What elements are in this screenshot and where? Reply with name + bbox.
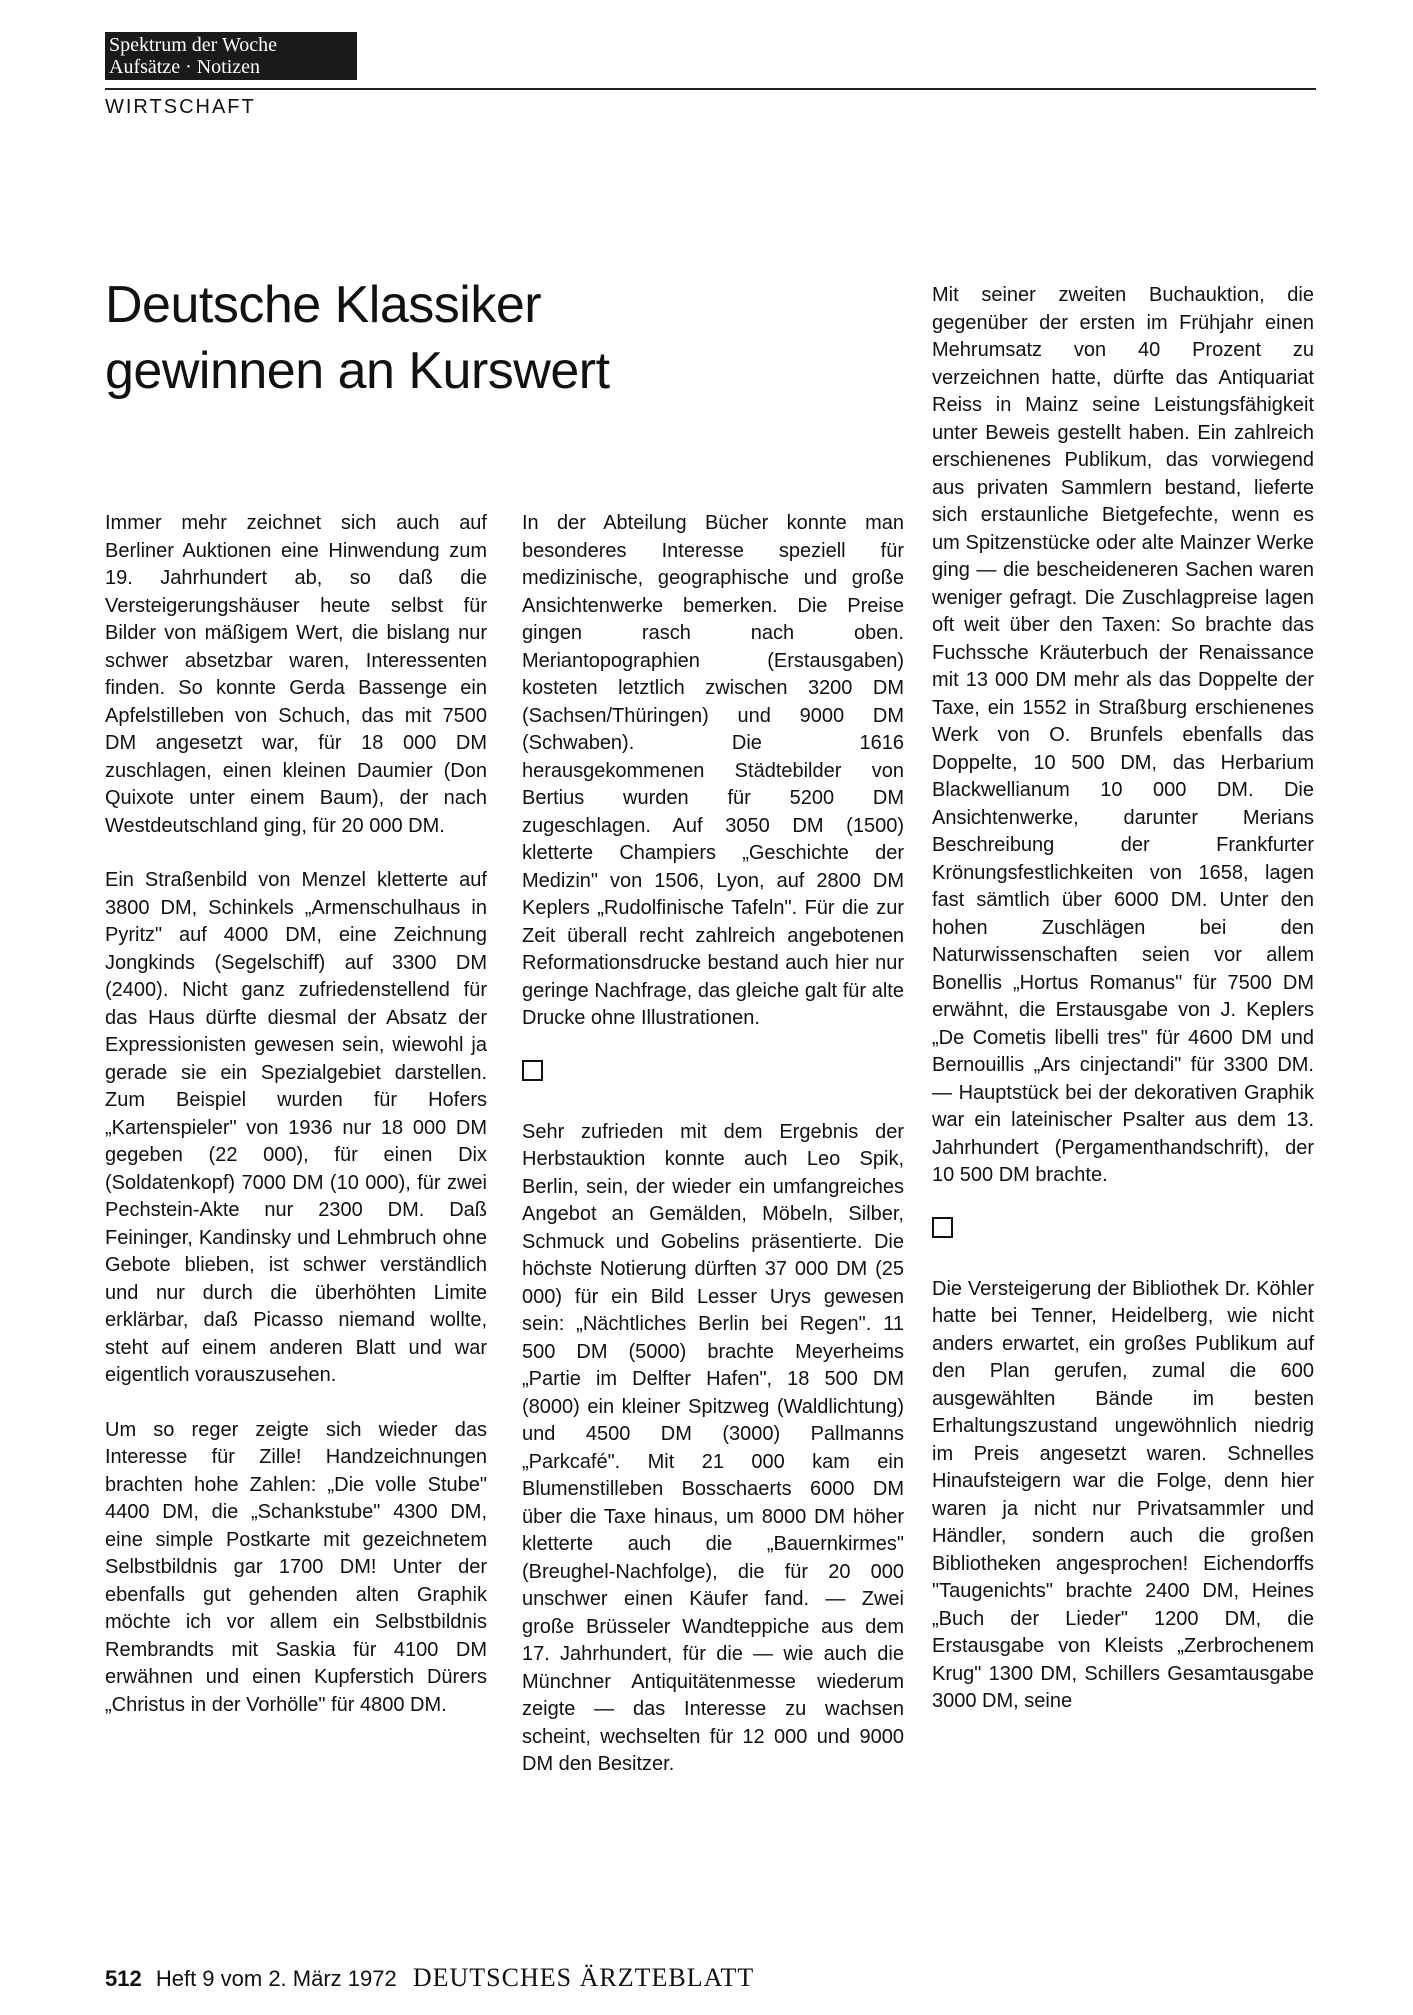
- article-title: [105, 272, 705, 404]
- paragraph: Ein Straßenbild von Menzel kletterte auf 3800 DM, Schinkels „Armenschulhaus in Pyritz" auf 4000 DM, eine Zeichnung Jongkinds (Segelschiff) auf 3300 DM (2400). Nicht ganz zufriedenstellend für das Haus dürfte diesmal der Absatz der Expressionisten gewesen sein, wiewohl ja gerade sie ein Spezialgebiet darstellen. Zum Beispiel wurden für Hofers „Kartenspieler" von 1936 nur 18 000 DM gegeben (22 000), für einen Dix (Soldatenkopf) 7000 DM (10 000), für zwei Pechstein-Akte nur 2300 DM. Daß Feininger, Kandinsky und Lehmbruch ohne Gebote blieben, ist schwer verständlich und nur durch die überhöhten Limite erklärbar, daß Picasso niemand wollte, steht auf einem anderen Blatt und war eigentlich vorauszusehen.: [105, 869, 487, 1386]
- column-3: [932, 282, 1314, 1743]
- page-number: 512: [105, 1966, 142, 1991]
- magazine-name: DEUTSCHES ÄRZTEBLATT: [412, 1963, 755, 1992]
- title-line-2: gewinnen an Kurswert: [105, 342, 610, 400]
- paragraph: Die Versteigerung der Bibliothek Dr. Köhler hatte bei Tenner, Heidelberg, wie nicht anders erwartet, ein großes Publikum auf den Plan gerufen, zumal die 600 ausgewählten Bände im besten Erhaltungszustand ungewöhnlich niedrig im Preis angesetzt waren. Schnelles Hinaufsteigern war die Folge, denn hier waren ja nicht nur Privatsammler und Händler, sondern auch die großen Bibliotheken angesprochen! Eichendorffs "Taugenichts" brachte 2400 DM, Heines „Buch der Lieder" 1200 DM, die Erstausgabe von Kleists „Zerbrochenem Krug" 1300 DM, Schillers Gesamtausgabe 3000 DM, seine: [932, 1277, 1314, 1712]
- section-label: WIRTSCHAFT: [105, 96, 256, 118]
- rubric-line-1: Spektrum der Woche: [109, 34, 277, 56]
- page-footer: [105, 1963, 754, 1993]
- paragraph: In der Abteilung Bücher konnte man besonderes Interesse speziell für medizinische, geographische und große Ansichtenwerke bemerken. Die Preise gingen rasch nach oben. Meriantopographien (Erstausgaben) kosteten letztlich zwischen 3200 DM (Sachsen/Thüringen) und 9000 DM (Schwaben). Die 1616 herausgekommenen Städtebilder von Bertius wurden für 5200 DM zugeschlagen. Auf 3050 DM (1500) kletterte Champiers „Geschichte der Medizin" von 1506, Lyon, auf 2800 DM Keplers „Rudolfinische Tafeln". Für die zur Zeit überall recht zahlreich angebotenen Reformationsdrucke bestand auch hier nur geringe Nachfrage, das gleiche galt für alte Drucke ohne Illustrationen.: [522, 512, 904, 1029]
- paragraph: Mit seiner zweiten Buchauktion, die gegenüber der ersten im Frühjahr einen Mehrumsatz von 40 Prozent zu verzeichnen hatte, dürfte das Antiquariat Reiss in Mainz seine Leistungsfähigkeit unter Beweis gestellt haben. Ein zahlreich erschienenes Publikum, das vorwiegend aus privaten Sammlern bestand, lieferte sich erstaunliche Bietgefechte, wenn es um Spitzenstücke oder alte Mainzer Werke ging — die bescheideneren Sachen waren weniger gefragt. Die Zuschlagpreise lagen oft weit über den Taxen: So brachte das Fuchssche Kräuterbuch der Renaissance mit 13 000 DM mehr als das Doppelte der Taxe, ein 1552 in Straßburg erschienenes Werk von O. Brunfels ebenfalls das Doppelte, 10 500 DM, das Herbarium Blackwellianum 10 000 DM. Die Ansichtenwerke, darunter Merians Beschreibung der Frankfurter Krönungsfestlichkeiten von 1658, lagen fast sämtlich über 6000 DM. Unter den hohen Zuschlägen bei den Naturwissenschaften seien vor allem Bonellis „Hortus Romanus" für 7500 DM erwähnt, die Erstausgabe von J. Keplers „De Cometis libelli tres" für 4600 DM und Bernouillis „Ars cinjectandi" für 3300 DM. — Hauptstück bei der dekorativen Graphik war ein lateinischer Psalter aus dem 13. Jahrhundert (Pergamenthandschrift), der 10 500 DM brachte.: [932, 284, 1314, 1186]
- separator-square-icon: [522, 1060, 543, 1081]
- issue-info: Heft 9 vom 2. März 1972: [155, 1966, 397, 1991]
- paragraph: Sehr zufrieden mit dem Ergebnis der Herbstauktion konnte auch Leo Spik, Berlin, sein, der wieder ein umfangreiches Angebot an Gemälden, Möbeln, Silber, Schmuck und Gobelins präsentierte. Die höchste Notierung dürften 37 000 DM (25 000) für ein Bild Lesser Urys gewesen sein: „Nächtliches Berlin bei Regen". 11 500 DM (5000) brachte Meyerheims „Partie im Delfter Hafen", 18 500 DM (8000) ein kleiner Spitzweg (Waldlichtung) und 4500 DM (3000) Pallmanns „Parkcafé". Mit 21 000 kam ein Blumenstilleben Bosschaerts 6000 DM über die Taxe hinaus, um 8000 DM höher kletterte auch die „Bauernkirmes" (Breughel-Nachfolge), die für 20 000 unschwer einen Käufer fand. — Zwei große Brüsseler Wandteppiche aus dem 17. Jahrhundert, für die — wie auch die Münchner Antiquitätenmesse wiederum zeigte — das Interesse zu wachsen scheint, wechselten für 12 000 und 9000 DM den Besitzer.: [522, 1120, 904, 1775]
- separator-square-icon: [932, 1217, 953, 1238]
- paragraph: Immer mehr zeichnet sich auch auf Berliner Auktionen eine Hinwendung zum 19. Jahrhundert ab, so daß die Versteigerungshäuser heute selbst für Bilder von mäßigem Wert, die bislang nur schwer absetzbar waren, Interessenten finden. So konnte Gerda Bassenge ein Apfelstilleben von Schuch, das mit 7500 DM angesetzt war, für 18 000 DM zuschlagen, einen kleinen Daumier (Don Quixote unter einem Baum), der nach Westdeutschland ging, für 20 000 DM.: [105, 512, 487, 837]
- header-rule: [105, 88, 1316, 90]
- rubric-box: [105, 32, 357, 80]
- rubric-line-2: Aufsätze · Notizen: [109, 56, 261, 78]
- column-1: [105, 510, 487, 1746]
- title-line-1: Deutsche Klassiker: [105, 276, 542, 334]
- paragraph: Um so reger zeigte sich wieder das Interesse für Zille! Handzeichnungen brachten hohe Zahlen: „Die volle Stube" 4400 DM, die „Schankstube" 4300 DM, eine simple Postkarte mit gezeichnetem Selbstbildnis gar 1700 DM! Unter der ebenfalls gut gehenden alten Graphik möchte ich vor allem ein Selbstbildnis Rembrandts mit Saskia für 4100 DM erwähnen und einen Kupferstich Dürers „Christus in der Vorhölle" für 4800 DM.: [105, 1418, 487, 1716]
- column-2: [522, 510, 904, 1806]
